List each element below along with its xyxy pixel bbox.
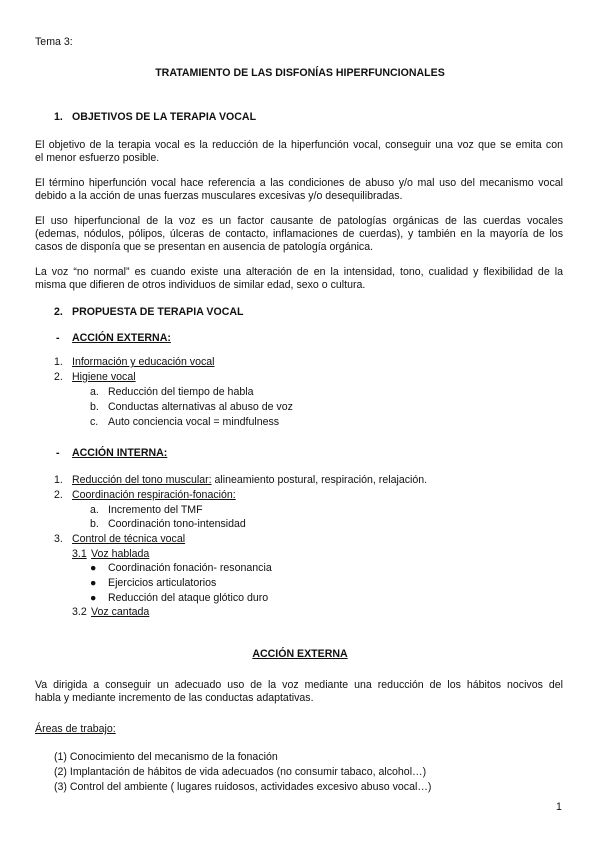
bullet-item: Coordinación fonación- resonancia [108,562,272,574]
list-number: 2. [54,489,63,501]
list-number: 3. [54,533,63,545]
bullet-item: Ejercicios articulatorios [108,577,217,589]
list-item: (3) Control del ambiente ( lugares ruidosos, actividades excesivo abuso vocal…) [54,781,432,793]
subheading-accion-externa: ACCIÓN EXTERNA: [72,332,171,344]
sublist-item: Coordinación tono-intensidad [108,518,246,530]
section-heading: ACCIÓN EXTERNA [252,648,348,660]
sublist-item: Conductas alternativas al abuso de voz [108,401,293,413]
paragraph [35,215,563,254]
paragraph-line: La voz “no normal” es cuando existe una alteración de en la intensidad, tono, cualidad y flexibilidad de la [35,266,563,278]
list-item [72,474,427,487]
sublist-item: Incremento del TMF [108,504,203,516]
paragraph-line: Va dirigida a conseguir un adecuado uso de la voz mediante una reducción de los hábitos nocivos del [35,679,563,691]
list-number: 1. [54,474,63,486]
list-item: (1) Conocimiento del mecanismo de la fonación [54,751,278,763]
sublist-item: Auto conciencia vocal = mindfulness [108,416,280,428]
bullet-icon: ● [90,592,97,604]
sublist-item: Reducción del tiempo de habla [108,386,254,398]
paragraph [35,679,563,705]
paragraph-line: El objetivo de la terapia vocal es la reducción de la hiperfunción vocal, conseguir una voz que se emita con [35,139,563,151]
list-item-detail: alineamiento postural, respiración, relajación. [211,474,428,486]
paragraph-line: (edemas, nódulos, pólipos, úlceras de contacto, inflamaciones de cuerdas), y también en la mayoría de los [35,228,563,240]
section-number: 2. [54,306,63,318]
areas-label: Áreas de trabajo: [35,723,116,735]
list-item-label: Reducción del tono muscular: [72,474,212,486]
bullet-icon: ● [90,562,97,574]
dash-marker: - [56,332,60,344]
sub-heading: Voz hablada [91,548,150,560]
paragraph [35,266,563,292]
paragraph-line: casos de disponía que se presentan en ausencia de patología orgánica. [35,241,374,253]
document-title: TRATAMIENTO DE LAS DISFONÍAS HIPERFUNCIONALES [155,67,445,79]
paragraph [35,177,563,203]
list-item: (2) Implantación de hábitos de vida adecuados (no consumir tabaco, alcohol…) [54,766,427,778]
sub-number: 3.2 [72,606,87,618]
section-heading: OBJETIVOS DE LA TERAPIA VOCAL [72,111,257,123]
dash-marker: - [56,447,60,459]
sub-heading: Voz cantada [91,606,150,618]
sublist-letter: c. [90,416,99,428]
page-number: 1 [556,801,562,813]
paragraph-line: el menor esfuerzo posible. [35,152,160,164]
paragraph-line: El término hiperfunción vocal hace referencia a las condiciones de abuso y/o mal uso del mecanismo vocal [35,177,563,189]
sublist-letter: a. [90,504,99,516]
sub-number: 3.1 [72,548,87,560]
sublist-letter: b. [90,518,99,530]
subheading-accion-interna: ACCIÓN INTERNA: [72,447,168,459]
paragraph-line: debido a la acción de unas fuerzas musculares excesivas y/o desequilibradas. [35,190,403,202]
list-number: 1. [54,356,63,368]
list-item: Higiene vocal [72,371,136,383]
sublist-letter: a. [90,386,99,398]
paragraph [35,139,563,165]
section-number: 1. [54,111,63,123]
sublist-letter: b. [90,401,99,413]
bullet-icon: ● [90,577,97,589]
list-item: Control de técnica vocal [72,533,186,545]
list-number: 2. [54,371,63,383]
paragraph-line: misma que difieren de otros individuos de similar edad, sexo o cultura. [35,279,366,291]
bullet-item: Reducción del ataque glótico duro [108,592,269,604]
topic-label: Tema 3: [35,36,73,48]
paragraph-line: habla y mediante incremento de las conductas adaptativas. [35,692,314,704]
list-item: Coordinación respiración-fonación: [72,489,236,501]
section-heading: PROPUESTA DE TERAPIA VOCAL [72,306,244,318]
list-item: Información y educación vocal [72,356,215,368]
paragraph-line: El uso hiperfuncional de la voz es un factor causante de patologías orgánicas de las cuerdas vocales [35,215,563,227]
